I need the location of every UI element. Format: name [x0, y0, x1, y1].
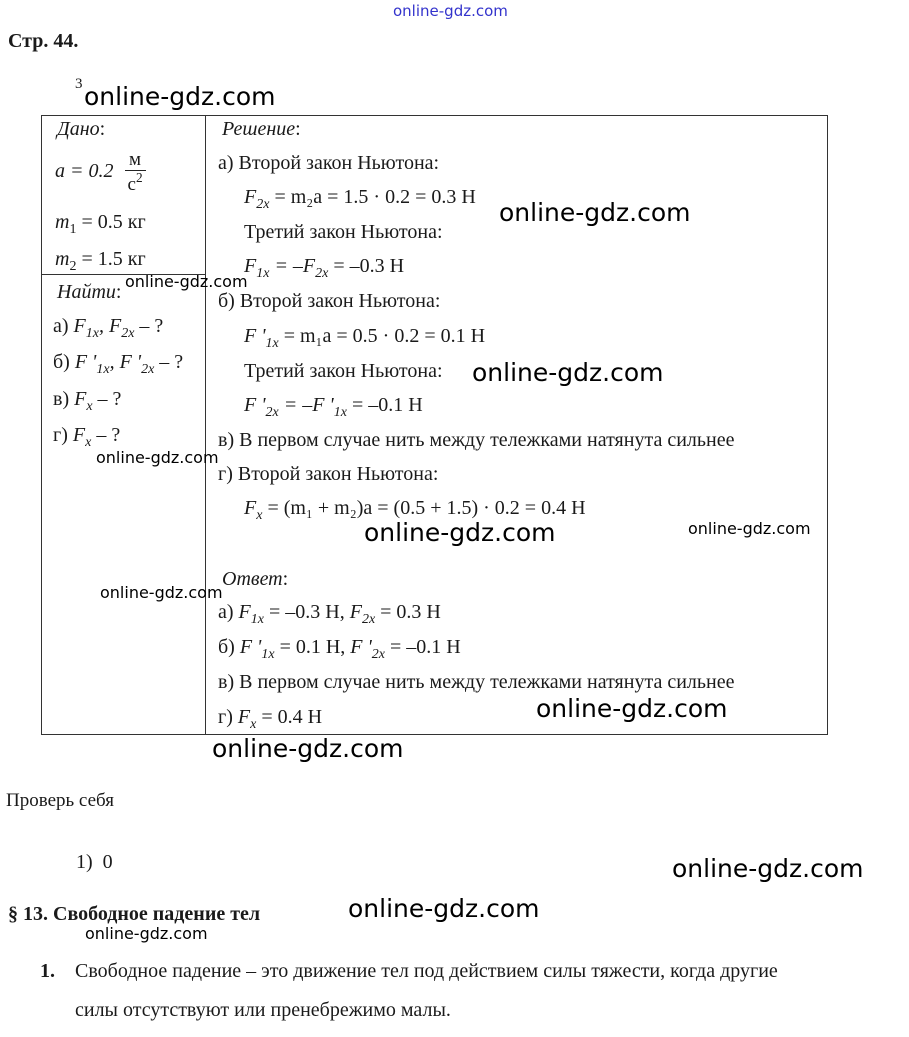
- check-item: 1) 0: [76, 851, 113, 873]
- find-item-a: а) $F_{1x}$, $F_{2x}$ – ?: [53, 315, 164, 341]
- solution-b-title: б) Второй закон Ньютона:: [218, 290, 441, 312]
- table-divider-vertical: [205, 115, 206, 734]
- check-title: Проверь себя: [6, 790, 114, 811]
- solution-third-law-1: Третий закон Ньютона:: [244, 221, 443, 243]
- answer-a: а) $F_{1x} = -0.3$ Н, $F_{2x} = 0.3$ Н: [218, 601, 441, 627]
- given-label: Дано:: [57, 118, 106, 140]
- answer-g: г) $F_x = 0.4$ Н: [218, 706, 323, 732]
- watermark: online-gdz.com: [364, 518, 556, 547]
- section-item-number: 1.: [40, 960, 55, 982]
- solution-b-formula-2: F '$_{2x} = -F$ '$_{1x} = -0.1$ Н: [244, 394, 423, 420]
- page-label: Стр. 44.: [8, 30, 79, 52]
- watermark-top: online-gdz.com: [393, 2, 508, 20]
- find-item-g: г) $F_x$ – ?: [53, 424, 121, 450]
- section-item-line-1: Свободное падение – это движение тел под действием силы тяжести, когда другие: [75, 960, 778, 982]
- answer-label: Ответ:: [222, 568, 289, 590]
- acceleration-unit: $\frac{м}{с^2}$: [125, 150, 146, 195]
- section-item-line-2: силы отсутствуют или пренебрежимо малы.: [75, 999, 451, 1021]
- find-item-b: б) F '$_{1x}$, F '$_{2x}$ – ?: [53, 351, 184, 377]
- solution-g-formula: $F_x = (m_1 + m_2)a = (0.5 + 1.5) \cdot 0.2 = 0.4$ Н: [244, 497, 586, 523]
- watermark: online-gdz.com: [499, 198, 691, 227]
- watermark: online-gdz.com: [348, 894, 540, 923]
- section-title: § 13. Свободное падение тел: [8, 903, 261, 925]
- watermark: online-gdz.com: [125, 272, 248, 291]
- watermark: online-gdz.com: [84, 82, 276, 111]
- solution-b-formula: F '$_{1x} = m_1a = 0.5 \cdot 0.2 = 0.1$ Н: [244, 325, 486, 351]
- given-mass-1: $m_1 = 0.5$ кг: [55, 211, 146, 237]
- watermark: online-gdz.com: [536, 694, 728, 723]
- answer-v: в) В первом случае нить между тележками натянута сильнее: [218, 671, 735, 693]
- solution-g-title: г) Второй закон Ньютона:: [218, 463, 439, 485]
- watermark: online-gdz.com: [96, 448, 219, 467]
- task-number: 3: [75, 76, 83, 92]
- find-item-v: в) $F_x$ – ?: [53, 388, 122, 414]
- solution-label: Решение:: [222, 118, 301, 140]
- watermark: online-gdz.com: [672, 854, 864, 883]
- solution-third-law-2: Третий закон Ньютона:: [244, 360, 443, 382]
- find-label: Найти:: [57, 281, 122, 303]
- watermark: online-gdz.com: [100, 583, 223, 602]
- solution-a-formula-2: $F_{1x} = -F_{2x} = -0.3$ Н: [244, 255, 405, 281]
- solution-v-text: в) В первом случае нить между тележками натянута сильнее: [218, 429, 735, 451]
- solution-a-formula: $F_{2x} = m_2a = 1.5 \cdot 0.2 = 0.3$ Н: [244, 186, 476, 212]
- watermark: online-gdz.com: [212, 734, 404, 763]
- answer-b: б) F '$_{1x} = 0.1$ Н, F '$_{2x} = -0.1$ Н: [218, 636, 461, 662]
- solution-a-title: а) Второй закон Ньютона:: [218, 152, 440, 174]
- watermark: online-gdz.com: [688, 519, 811, 538]
- given-mass-2: $m_2 = 1.5$ кг: [55, 248, 146, 274]
- given-acceleration: a = 0.2 $\frac{м}{с^2}$: [55, 150, 146, 195]
- watermark: online-gdz.com: [472, 358, 664, 387]
- watermark: online-gdz.com: [85, 924, 208, 943]
